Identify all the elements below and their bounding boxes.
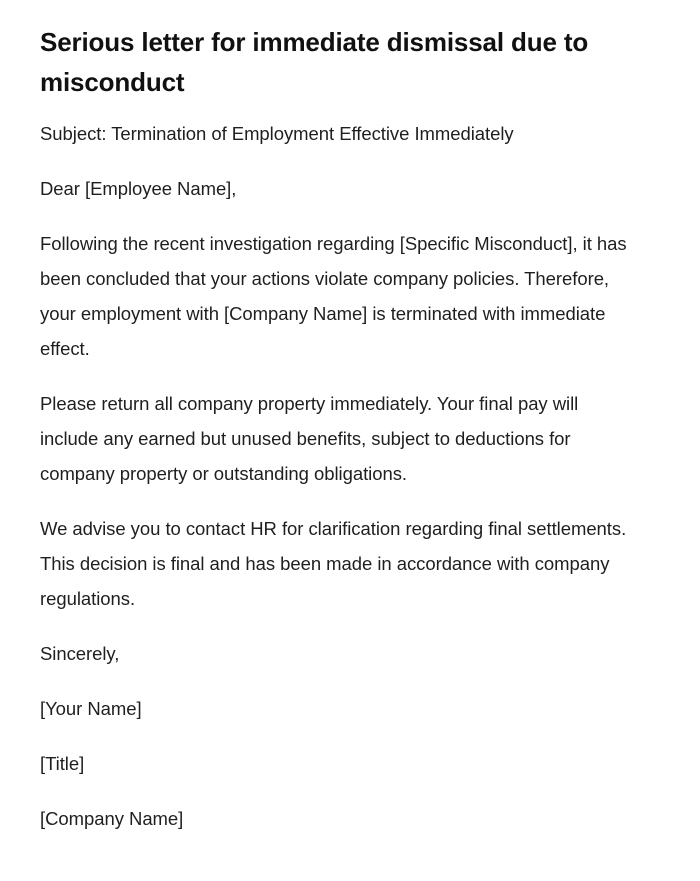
subject-line: Subject: Termination of Employment Effective Immediately	[40, 123, 514, 144]
body-paragraph-1: Following the recent investigation regarding [Specific Misconduct], it has been concluded that your actions violate company policies. Therefore, your employment with [Company Name] is terminated with immediate effect.	[40, 233, 627, 359]
body-paragraph-2: Please return all company property immediately. Your final pay will include any earned but unused benefits, subject to deductions for company property or outstanding obligations.	[40, 393, 579, 484]
letter-body	[40, 116, 640, 836]
salutation-line: Dear [Employee Name],	[40, 178, 237, 199]
page-title: Serious letter for immediate dismissal due to misconduct	[40, 27, 589, 97]
body-paragraph-3: We advise you to contact HR for clarification regarding final settlements. This decision is final and has been made in accordance with company regulations.	[40, 518, 627, 609]
closing-title-placeholder: [Title]	[40, 753, 85, 774]
closing-company-placeholder: [Company Name]	[40, 808, 184, 829]
closing-sign-off: Sincerely,	[40, 643, 120, 664]
closing-name-placeholder: [Your Name]	[40, 698, 142, 719]
